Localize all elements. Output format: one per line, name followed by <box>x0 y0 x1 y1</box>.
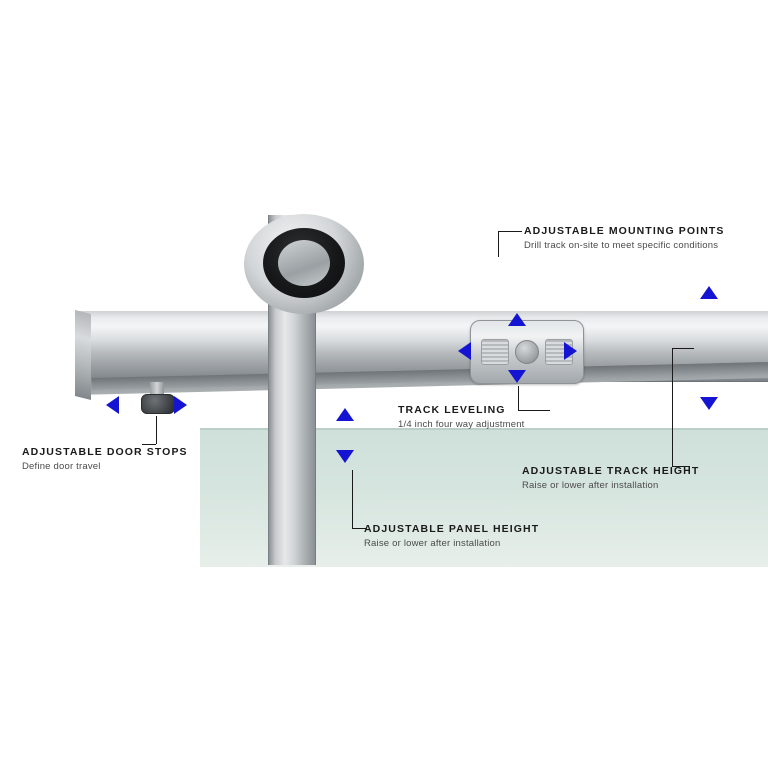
callout-subtitle: 1/4 inch four way adjustment <box>398 419 525 430</box>
callout-title: ADJUSTABLE MOUNTING POINTS <box>524 225 725 237</box>
leader-track-height-v <box>672 348 673 466</box>
leader-mounting-points-v <box>498 231 499 257</box>
leader-panel-height-v <box>352 470 353 528</box>
arrow-track-up-icon <box>700 286 718 299</box>
track-end-cap <box>75 310 91 400</box>
callout-subtitle: Define door travel <box>22 461 101 472</box>
arrow-bracket-down-icon <box>508 370 526 383</box>
arrow-panel-down-icon <box>336 450 354 463</box>
arrow-bracket-left-icon <box>458 342 471 360</box>
callout-adjustable-mounting-points <box>524 225 725 251</box>
callout-adjustable-door-stops <box>22 446 188 472</box>
callout-subtitle: Raise or lower after installation <box>522 480 659 491</box>
leader-door-stops-h <box>142 444 156 445</box>
arrow-bracket-up-icon <box>508 313 526 326</box>
callout-title: ADJUSTABLE PANEL HEIGHT <box>364 523 540 535</box>
arrow-doorstop-left-icon <box>106 396 119 414</box>
door-stop-head <box>141 394 175 414</box>
callout-adjustable-track-height <box>522 465 699 491</box>
callout-adjustable-panel-height <box>364 523 539 549</box>
bracket-slot-left <box>481 339 509 365</box>
callout-track-leveling <box>398 404 525 430</box>
callout-title: TRACK LEVELING <box>398 404 506 416</box>
callout-subtitle: Drill track on-site to meet specific conditions <box>524 240 719 251</box>
roller-wheel-hub <box>278 240 330 286</box>
bracket-bolt <box>515 340 539 364</box>
leader-door-stops-v <box>156 416 157 444</box>
leader-mounting-points-h <box>498 231 522 232</box>
arrow-doorstop-right-icon <box>174 396 187 414</box>
callout-subtitle: Raise or lower after installation <box>364 538 501 549</box>
arrow-bracket-right-icon <box>564 342 577 360</box>
arrow-panel-up-icon <box>336 408 354 421</box>
arrow-track-down-icon <box>700 397 718 410</box>
leader-track-height-top-h <box>672 348 694 349</box>
callout-title: ADJUSTABLE DOOR STOPS <box>22 446 188 458</box>
callout-title: ADJUSTABLE TRACK HEIGHT <box>522 465 700 477</box>
